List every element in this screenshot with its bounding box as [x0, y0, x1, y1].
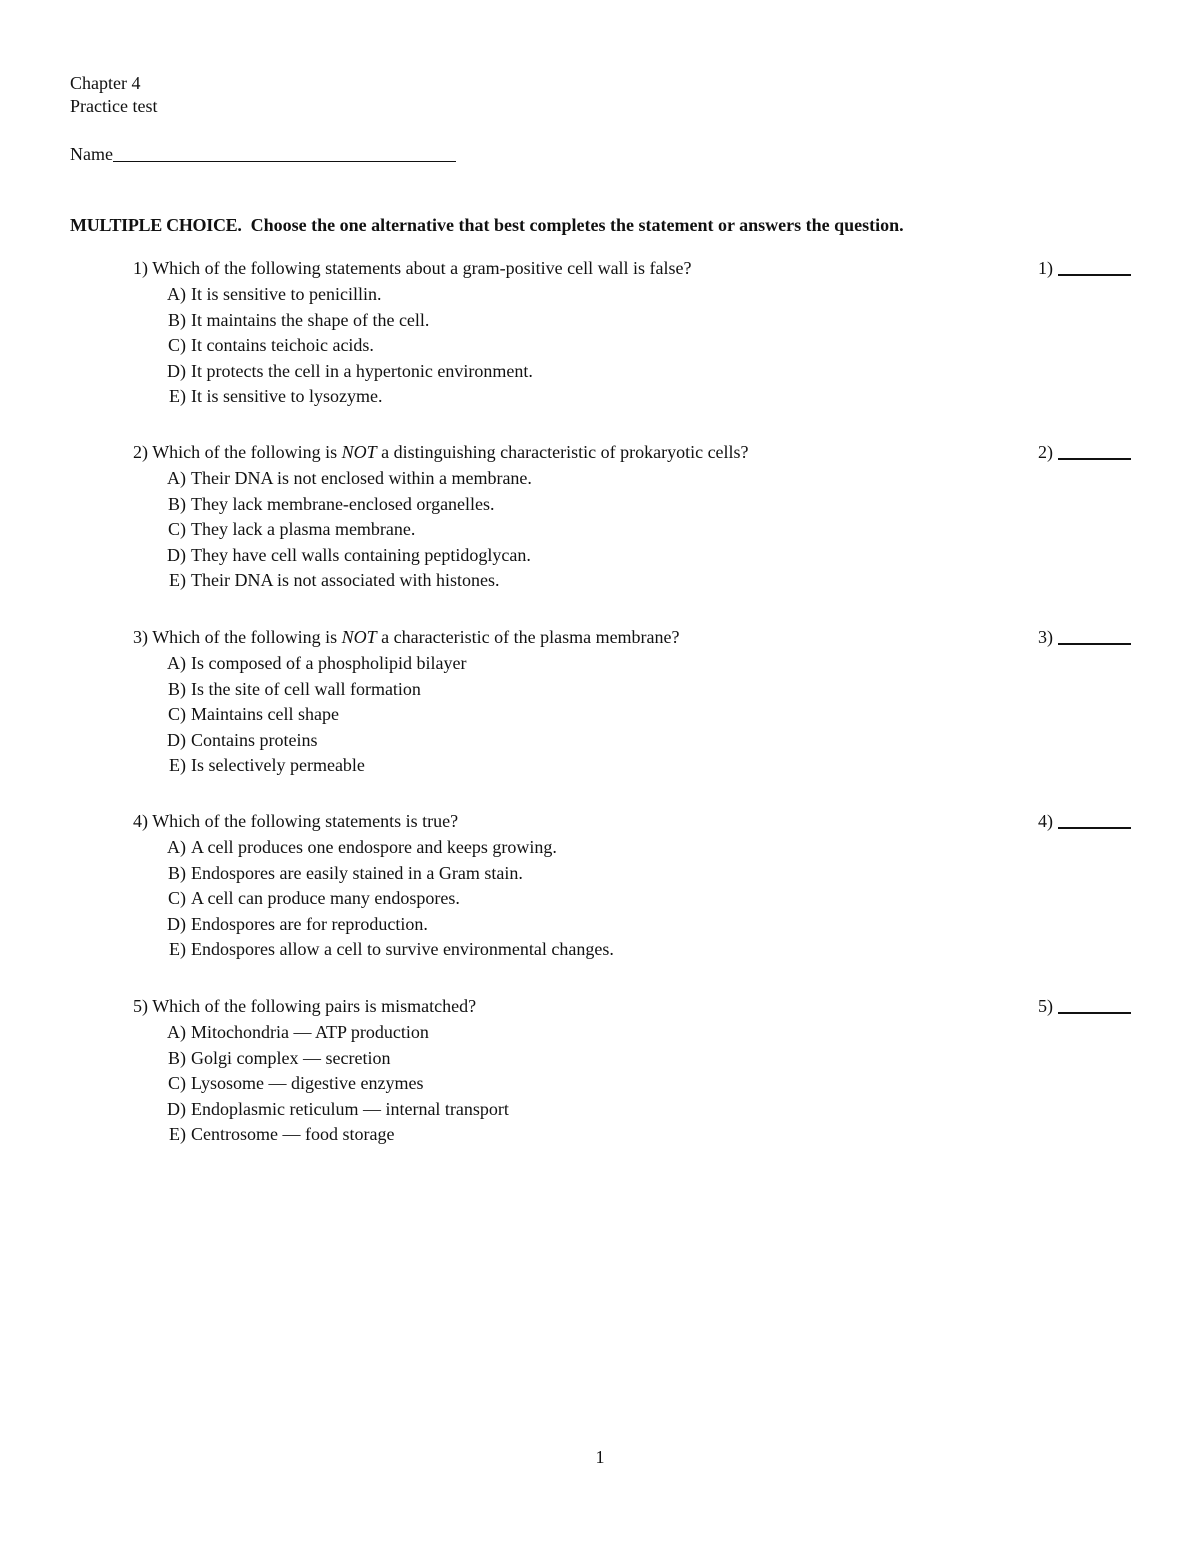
option-a[interactable] [156, 1020, 429, 1044]
option-a[interactable] [156, 282, 381, 306]
name-row [70, 143, 456, 165]
option-b[interactable] [156, 1046, 390, 1070]
option-text: Endospores are easily stained in a Gram stain. [191, 863, 523, 883]
option-letter: A) [167, 468, 186, 488]
answer-blank[interactable] [1058, 442, 1131, 460]
option-letter: E) [169, 570, 186, 590]
option-b[interactable] [156, 308, 429, 332]
option-letter: E) [169, 386, 186, 406]
option-c[interactable] [156, 333, 374, 357]
option-letter: A) [167, 1022, 186, 1042]
question-emphasis: NOT [341, 442, 377, 462]
question-text-after: a characteristic of the plasma membrane? [376, 627, 680, 647]
question-emphasis: NOT [341, 627, 377, 647]
option-letter: A) [167, 284, 186, 304]
question-4 [133, 809, 1133, 969]
option-d[interactable] [156, 912, 428, 936]
option-d[interactable] [156, 728, 318, 752]
option-text: They lack membrane-enclosed organelles. [191, 494, 495, 514]
option-text: They have cell walls containing peptidoglycan. [191, 545, 531, 565]
answer-slot-3 [1023, 625, 1131, 649]
answer-slot-1 [1023, 256, 1131, 280]
option-letter: E) [169, 755, 186, 775]
option-text: Centrosome — food storage [191, 1124, 395, 1144]
option-text: Golgi complex — secretion [191, 1048, 391, 1068]
option-text: Their DNA is not enclosed within a membrane. [191, 468, 532, 488]
question-number: 2) [133, 442, 148, 462]
question-stem [133, 809, 458, 833]
option-c[interactable] [156, 517, 415, 541]
chapter-title: Chapter 4 [70, 73, 141, 93]
option-letter: D) [167, 1099, 186, 1119]
option-b[interactable] [156, 677, 421, 701]
option-c[interactable] [156, 702, 339, 726]
option-text: It maintains the shape of the cell. [191, 310, 430, 330]
option-c[interactable] [156, 1071, 423, 1095]
question-2 [133, 440, 1133, 600]
option-text: They lack a plasma membrane. [191, 519, 416, 539]
answer-blank[interactable] [1058, 996, 1131, 1014]
option-e[interactable] [156, 1122, 394, 1146]
instructions-text: Choose the one alternative that best completes the statement or answers the question. [250, 215, 904, 235]
answer-blank[interactable] [1058, 811, 1131, 829]
option-d[interactable] [156, 359, 533, 383]
question-3 [133, 625, 1133, 785]
option-text: Contains proteins [191, 730, 318, 750]
name-label: Name [70, 144, 113, 164]
question-1 [133, 256, 1133, 416]
option-letter: E) [169, 1124, 186, 1144]
option-letter: B) [168, 1048, 186, 1068]
page-number: 1 [595, 1447, 605, 1467]
question-text: Which of the following statements about a gram-positive cell wall is false? [152, 258, 692, 278]
question-number: 1) [133, 258, 148, 278]
option-e[interactable] [156, 937, 614, 961]
question-text: Which of the following is [152, 442, 342, 462]
option-letter: C) [168, 704, 186, 724]
answer-blank[interactable] [1058, 627, 1131, 645]
question-stem [133, 256, 692, 280]
answer-number: 3) [1038, 627, 1053, 647]
option-letter: D) [167, 545, 186, 565]
option-text: Is the site of cell wall formation [191, 679, 421, 699]
instructions [70, 214, 904, 236]
option-text: A cell can produce many endospores. [191, 888, 460, 908]
instructions-lead: MULTIPLE CHOICE. [70, 215, 242, 235]
question-number: 4) [133, 811, 148, 831]
question-number: 3) [133, 627, 148, 647]
option-text: A cell produces one endospore and keeps growing. [191, 837, 557, 857]
option-letter: D) [167, 361, 186, 381]
option-text: Endospores are for reproduction. [191, 914, 428, 934]
answer-blank[interactable] [1058, 258, 1131, 276]
option-letter: A) [167, 653, 186, 673]
option-c[interactable] [156, 886, 460, 910]
option-d[interactable] [156, 543, 531, 567]
option-letter: B) [168, 863, 186, 883]
option-text: Lysosome — digestive enzymes [191, 1073, 424, 1093]
option-b[interactable] [156, 492, 495, 516]
option-text: Endoplasmic reticulum — internal transport [191, 1099, 509, 1119]
question-stem [133, 625, 680, 649]
option-text: It protects the cell in a hypertonic environment. [191, 361, 533, 381]
option-letter: C) [168, 888, 186, 908]
question-text: Which of the following statements is true? [152, 811, 459, 831]
question-number: 5) [133, 996, 148, 1016]
question-text-after: a distinguishing characteristic of prokaryotic cells? [376, 442, 749, 462]
option-text: Is selectively permeable [191, 755, 365, 775]
answer-slot-5 [1023, 994, 1131, 1018]
option-e[interactable] [156, 753, 365, 777]
option-letter: B) [168, 310, 186, 330]
answer-number: 5) [1038, 996, 1053, 1016]
option-text: Mitochondria — ATP production [191, 1022, 429, 1042]
option-e[interactable] [156, 568, 499, 592]
option-letter: B) [168, 679, 186, 699]
option-letter: C) [168, 1073, 186, 1093]
option-letter: E) [169, 939, 186, 959]
option-text: It is sensitive to lysozyme. [191, 386, 383, 406]
option-b[interactable] [156, 861, 523, 885]
question-5 [133, 994, 1133, 1154]
option-d[interactable] [156, 1097, 509, 1121]
option-text: It is sensitive to penicillin. [191, 284, 382, 304]
option-text: Maintains cell shape [191, 704, 339, 724]
name-field[interactable] [113, 143, 456, 162]
answer-number: 1) [1038, 258, 1053, 278]
option-letter: C) [168, 519, 186, 539]
option-a[interactable] [156, 651, 466, 675]
option-text: It contains teichoic acids. [191, 335, 374, 355]
question-stem [133, 994, 476, 1018]
question-text: Which of the following is [152, 627, 342, 647]
option-text: Their DNA is not associated with histones. [191, 570, 500, 590]
option-a[interactable] [156, 835, 557, 859]
option-letter: C) [168, 335, 186, 355]
option-letter: B) [168, 494, 186, 514]
document-subtitle: Practice test [70, 96, 158, 116]
option-letter: A) [167, 837, 186, 857]
option-letter: D) [167, 730, 186, 750]
answer-number: 4) [1038, 811, 1053, 831]
option-e[interactable] [156, 384, 382, 408]
option-text: Is composed of a phospholipid bilayer [191, 653, 467, 673]
option-text: Endospores allow a cell to survive environmental changes. [191, 939, 614, 959]
question-stem [133, 440, 749, 464]
option-letter: D) [167, 914, 186, 934]
question-text: Which of the following pairs is mismatched? [152, 996, 477, 1016]
answer-slot-2 [1023, 440, 1131, 464]
answer-slot-4 [1023, 809, 1131, 833]
answer-number: 2) [1038, 442, 1053, 462]
option-a[interactable] [156, 466, 532, 490]
